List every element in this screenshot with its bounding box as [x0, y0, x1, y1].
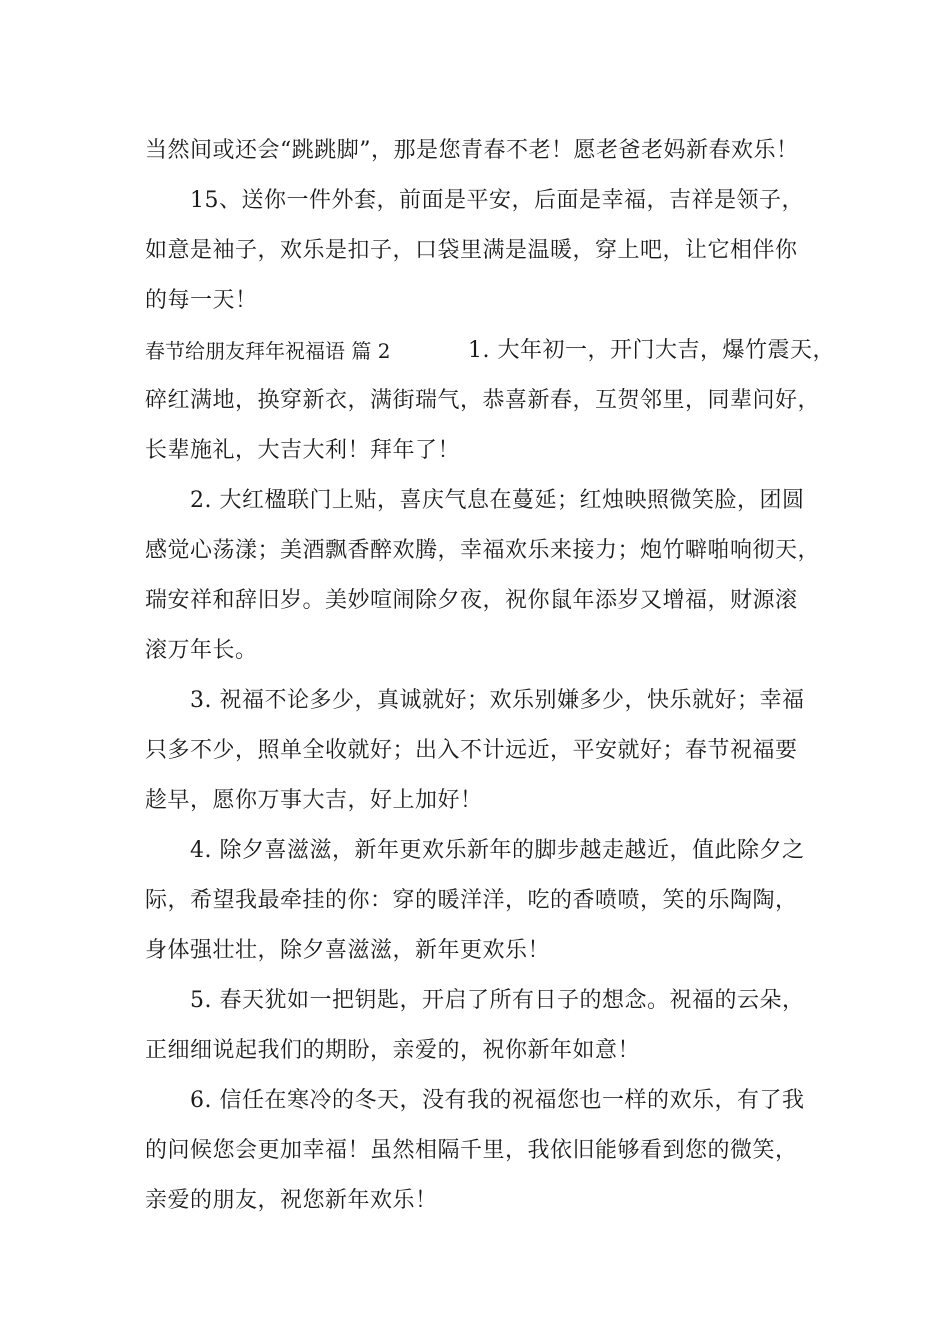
section-heading: 春节给朋友拜年祝福语 篇 2 [145, 339, 391, 363]
text-line: 1. 大年初一，开门大吉，爆竹震天， [468, 338, 835, 363]
text-line: 碎红满地，换穿新衣，满街瑞气，恭喜新春，互贺邻里，同辈问好， [145, 388, 821, 413]
text-line: 感觉心荡漾；美酒飘香醉欢腾，幸福欢乐来接力；炮竹噼啪响彻天， [145, 538, 821, 563]
text-line: 2. 大红楹联门上贴，喜庆气息在蔓延；红烛映照微笑脸，团圆 [190, 488, 805, 513]
text-line: 长辈施礼，大吉大利！拜年了！ [145, 438, 461, 463]
text-line: 亲爱的朋友，祝您新年欢乐！ [145, 1188, 438, 1213]
text-line: 15、送你一件外套，前面是平安，后面是幸福，吉祥是领子， [190, 188, 804, 213]
text-line: 6. 信任在寒冷的冬天，没有我的祝福您也一样的欢乐，有了我 [190, 1088, 805, 1113]
text-line: 的问候您会更加幸福！虽然相隔千里，我依旧能够看到您的微笑， [145, 1138, 798, 1163]
text-line: 趁早，愿你万事大吉，好上加好！ [145, 788, 483, 813]
text-line: 滚万年长。 [145, 638, 258, 663]
text-line: 瑞安祥和辞旧岁。美妙喧闹除夕夜，祝你鼠年添岁又增福，财源滚 [145, 588, 798, 613]
text-line: 3. 祝福不论多少，真诚就好；欢乐别嫌多少，快乐就好；幸福 [190, 688, 805, 713]
text-line: 身体强壮壮，除夕喜滋滋，新年更欢乐！ [145, 938, 551, 963]
text-line: 际，希望我最牵挂的你：穿的暖洋洋，吃的香喷喷，笑的乐陶陶， [145, 888, 798, 913]
text-line: 只多不少，照单全收就好；出入不计远近，平安就好；春节祝福要 [145, 738, 798, 763]
text-line: 正细细说起我们的期盼，亲爱的，祝你新年如意！ [145, 1038, 641, 1063]
text-line: 5. 春天犹如一把钥匙，开启了所有日子的想念。祝福的云朵， [190, 988, 805, 1013]
text-line: 4. 除夕喜滋滋，新年更欢乐新年的脚步越走越近，值此除夕之 [190, 838, 805, 863]
text-line: 的每一天！ [145, 288, 258, 313]
text-line: 当然间或还会“跳跳脚”，那是您青春不老！愿老爸老妈新春欢乐！ [145, 138, 799, 163]
text-line: 如意是袖子，欢乐是扣子，口袋里满是温暖，穿上吧，让它相伴你 [145, 238, 798, 263]
